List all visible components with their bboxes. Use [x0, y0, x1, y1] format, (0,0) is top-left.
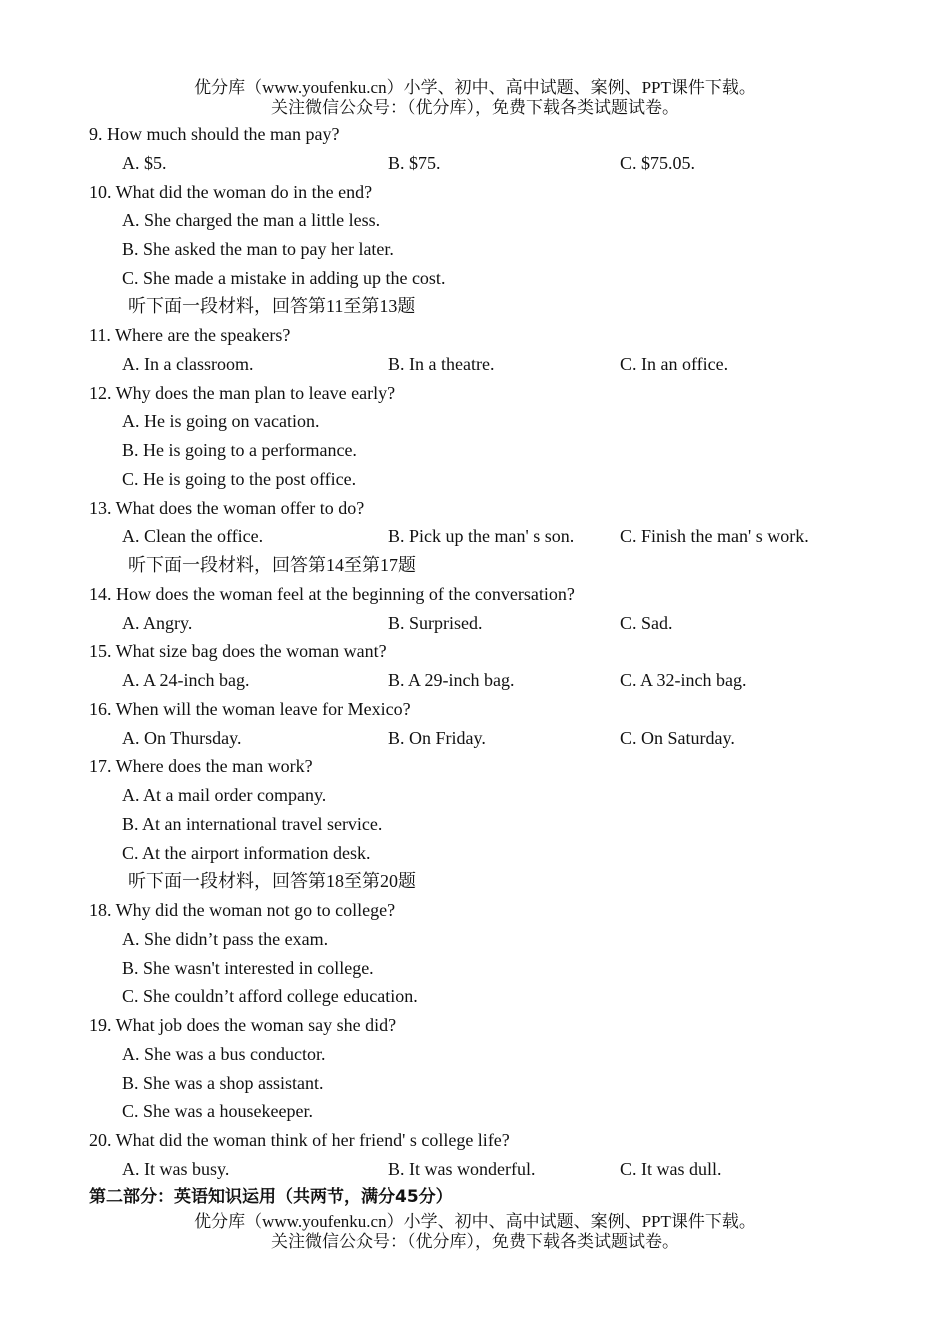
footer-line-1: 优分库（www.youfenku.cn）小学、初中、高中试题、案例、PPT课件下载。 — [194, 1212, 756, 1231]
option-b: B. At an international travel service. — [122, 814, 383, 834]
option-17-c — [0, 842, 950, 871]
option-18-c — [0, 985, 950, 1014]
option-b: B. A 29-inch bag. — [388, 670, 515, 690]
question-13 — [0, 497, 950, 526]
option-c: C. Finish the man' s work. — [620, 526, 809, 546]
option-10-c — [0, 267, 950, 296]
question-text: 16. When will the woman leave for Mexico? — [89, 699, 411, 719]
options-15 — [0, 669, 950, 698]
option-17-b — [0, 813, 950, 842]
option-c: C. In an office. — [620, 354, 729, 374]
question-text: 9. How much should the man pay? — [89, 124, 340, 144]
option-a: A. She didn’t pass the exam. — [122, 929, 329, 949]
question-14 — [0, 583, 950, 612]
question-20 — [0, 1129, 950, 1158]
option-b: B. In a theatre. — [388, 354, 495, 374]
option-19-b — [0, 1072, 950, 1101]
option-c: C. At the airport information desk. — [122, 843, 371, 863]
question-12 — [0, 382, 950, 411]
question-text: 10. What did the woman do in the end? — [89, 182, 373, 202]
section-note-1 — [0, 295, 950, 324]
option-a: A. A 24-inch bag. — [122, 670, 250, 690]
option-a: A. She was a bus conductor. — [122, 1044, 326, 1064]
question-text: 11. Where are the speakers? — [89, 325, 291, 345]
option-a: A. In a classroom. — [122, 354, 254, 374]
options-11 — [0, 353, 950, 382]
note-text: 听下面一段材料，回答第14至第17题 — [128, 555, 416, 575]
option-a: A. It was busy. — [122, 1159, 230, 1179]
option-10-b — [0, 238, 950, 267]
question-text: 13. What does the woman offer to do? — [89, 498, 365, 518]
question-text: 18. Why did the woman not go to college? — [89, 900, 396, 920]
option-b: B. Pick up the man' s son. — [388, 526, 575, 546]
option-12-b — [0, 439, 950, 468]
note-text: 听下面一段材料，回答第18至第20题 — [128, 871, 416, 891]
option-c: C. She made a mistake in adding up the cost. — [122, 268, 446, 288]
option-12-c — [0, 468, 950, 497]
option-c: C. She was a housekeeper. — [122, 1101, 313, 1121]
option-17-a — [0, 784, 950, 813]
question-19 — [0, 1014, 950, 1043]
option-b: B. He is going to a performance. — [122, 440, 357, 460]
question-text: 12. Why does the man plan to leave early? — [89, 383, 396, 403]
option-b: B. It was wonderful. — [388, 1159, 536, 1179]
option-c: C. $75.05. — [620, 153, 696, 173]
question-11 — [0, 324, 950, 353]
option-b: B. Surprised. — [388, 613, 483, 633]
question-15 — [0, 640, 950, 669]
question-text: 20. What did the woman think of her friend' s college life? — [89, 1130, 510, 1150]
question-16 — [0, 698, 950, 727]
options-13 — [0, 525, 950, 554]
option-19-c — [0, 1100, 950, 1129]
option-18-a — [0, 928, 950, 957]
options-9 — [0, 152, 950, 181]
options-16 — [0, 727, 950, 756]
option-a: A. She charged the man a little less. — [122, 210, 381, 230]
option-b: B. She wasn't interested in college. — [122, 958, 374, 978]
option-a: A. He is going on vacation. — [122, 411, 320, 431]
option-b: B. $75. — [388, 153, 441, 173]
option-a: A. Angry. — [122, 613, 193, 633]
option-c: C. On Saturday. — [620, 728, 735, 748]
options-14 — [0, 612, 950, 641]
option-c: C. A 32-inch bag. — [620, 670, 747, 690]
section-2-heading-line — [0, 1186, 950, 1215]
option-a: A. $5. — [122, 153, 167, 173]
question-text: 19. What job does the woman say she did? — [89, 1015, 397, 1035]
section-note-2 — [0, 554, 950, 583]
option-b: B. She asked the man to pay her later. — [122, 239, 394, 259]
option-c: C. It was dull. — [620, 1159, 722, 1179]
question-9 — [0, 123, 950, 152]
question-18 — [0, 899, 950, 928]
option-c: C. She couldn’t afford college education. — [122, 986, 418, 1006]
options-20 — [0, 1158, 950, 1187]
question-17 — [0, 755, 950, 784]
option-a: A. At a mail order company. — [122, 785, 327, 805]
header-line-1: 优分库（www.youfenku.cn）小学、初中、高中试题、案例、PPT课件下载。 — [194, 78, 756, 97]
option-12-a — [0, 410, 950, 439]
option-18-b — [0, 957, 950, 986]
question-text: 15. What size bag does the woman want? — [89, 641, 387, 661]
question-text: 14. How does the woman feel at the beginning of the conversation? — [89, 584, 575, 604]
option-b: B. She was a shop assistant. — [122, 1073, 324, 1093]
question-10 — [0, 181, 950, 210]
header-line-2: 关注微信公众号：（优分库），免费下载各类试题试卷。 — [271, 98, 679, 117]
option-c: C. He is going to the post office. — [122, 469, 357, 489]
option-c: C. Sad. — [620, 613, 673, 633]
footer-line-2: 关注微信公众号：（优分库），免费下载各类试题试卷。 — [271, 1232, 679, 1251]
option-a: A. On Thursday. — [122, 728, 242, 748]
option-19-a — [0, 1043, 950, 1072]
section-2-heading: 第二部分：英语知识运用（共两节，满分45分） — [89, 1187, 453, 1207]
option-b: B. On Friday. — [388, 728, 486, 748]
note-text: 听下面一段材料，回答第11至第13题 — [128, 296, 416, 316]
option-a: A. Clean the office. — [122, 526, 264, 546]
option-10-a — [0, 209, 950, 238]
section-note-3 — [0, 870, 950, 899]
question-text: 17. Where does the man work? — [89, 756, 313, 776]
